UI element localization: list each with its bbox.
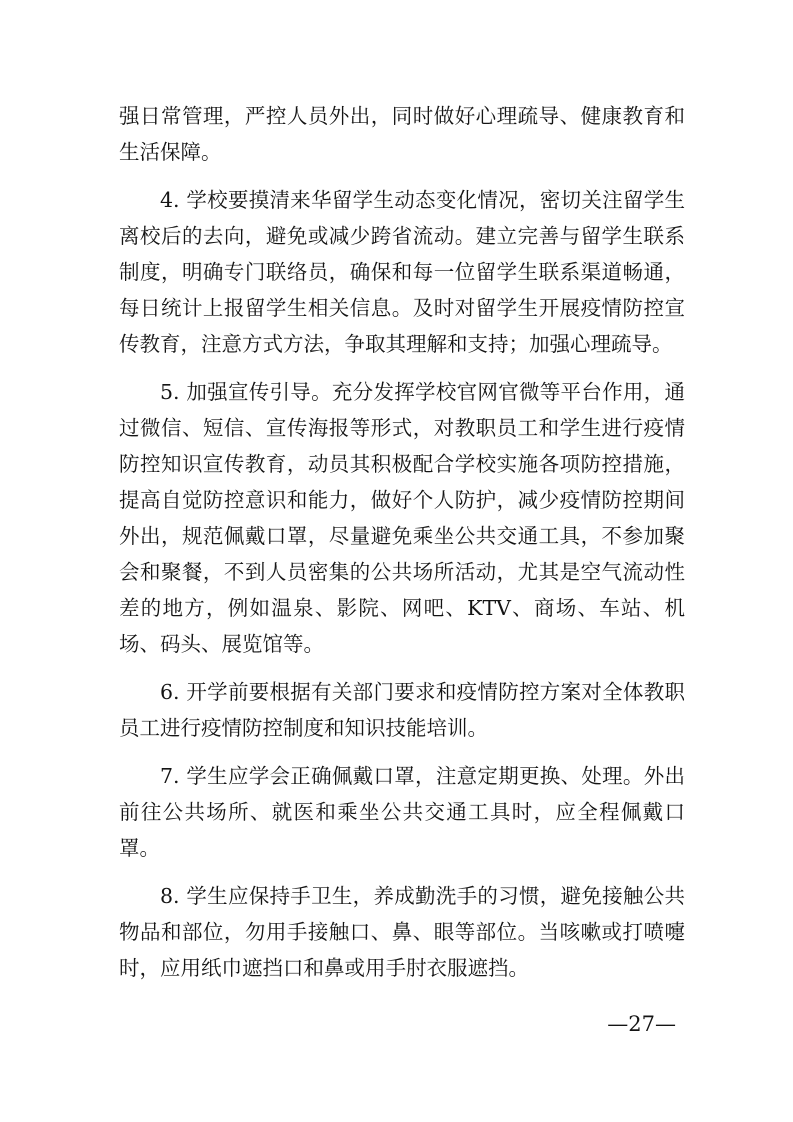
paragraph-item-6: 6. 开学前要根据有关部门要求和疫情防控方案对全体教职员工进行疫情防控制度和知识技能培训。 [119, 680, 685, 740]
paragraph-item-8: 8. 学生应保持手卫生，养成勤洗手的习惯，避免接触公共物品和部位，勿用手接触口、鼻、眼等部位。当咳嗽或打喷嚏时，应用纸巾遮挡口和鼻或用手肘衣服遮挡。 [119, 884, 685, 980]
document-body [119, 98, 685, 986]
page-number: —27— [607, 1012, 676, 1036]
paragraph-continuation: 强日常管理，严控人员外出，同时做好心理疏导、健康教育和生活保障。 [119, 104, 685, 164]
paragraph-item-4: 4. 学校要摸清来华留学生动态变化情况，密切关注留学生离校后的去向，避免或减少跨省流动。建立完善与留学生联系制度，明确专门联络员，确保和每一位留学生联系渠道畅通，每日统计上报留学生相关信息。及时对留学生开展疫情防控宣传教育，注意方式方法，争取其理解和支持；加强心理疏导。 [119, 188, 685, 356]
paragraph-item-7: 7. 学生应学会正确佩戴口罩，注意定期更换、处理。外出前往公共场所、就医和乘坐公共交通工具时，应全程佩戴口罩。 [119, 764, 685, 860]
paragraph-item-5: 5. 加强宣传引导。充分发挥学校官网官微等平台作用，通过微信、短信、宣传海报等形式，对教职员工和学生进行疫情防控知识宣传教育，动员其积极配合学校实施各项防控措施，提高自觉防控意识和能力，做好个人防护，减少疫情防控期间外出，规范佩戴口罩，尽量避免乘坐公共交通工具，不参加聚会和聚餐，不到人员密集的公共场所活动，尤其是空气流动性差的地方，例如温泉、影院、网吧、KTV、商场、车站、机场、码头、展览馆等。 [119, 380, 685, 656]
